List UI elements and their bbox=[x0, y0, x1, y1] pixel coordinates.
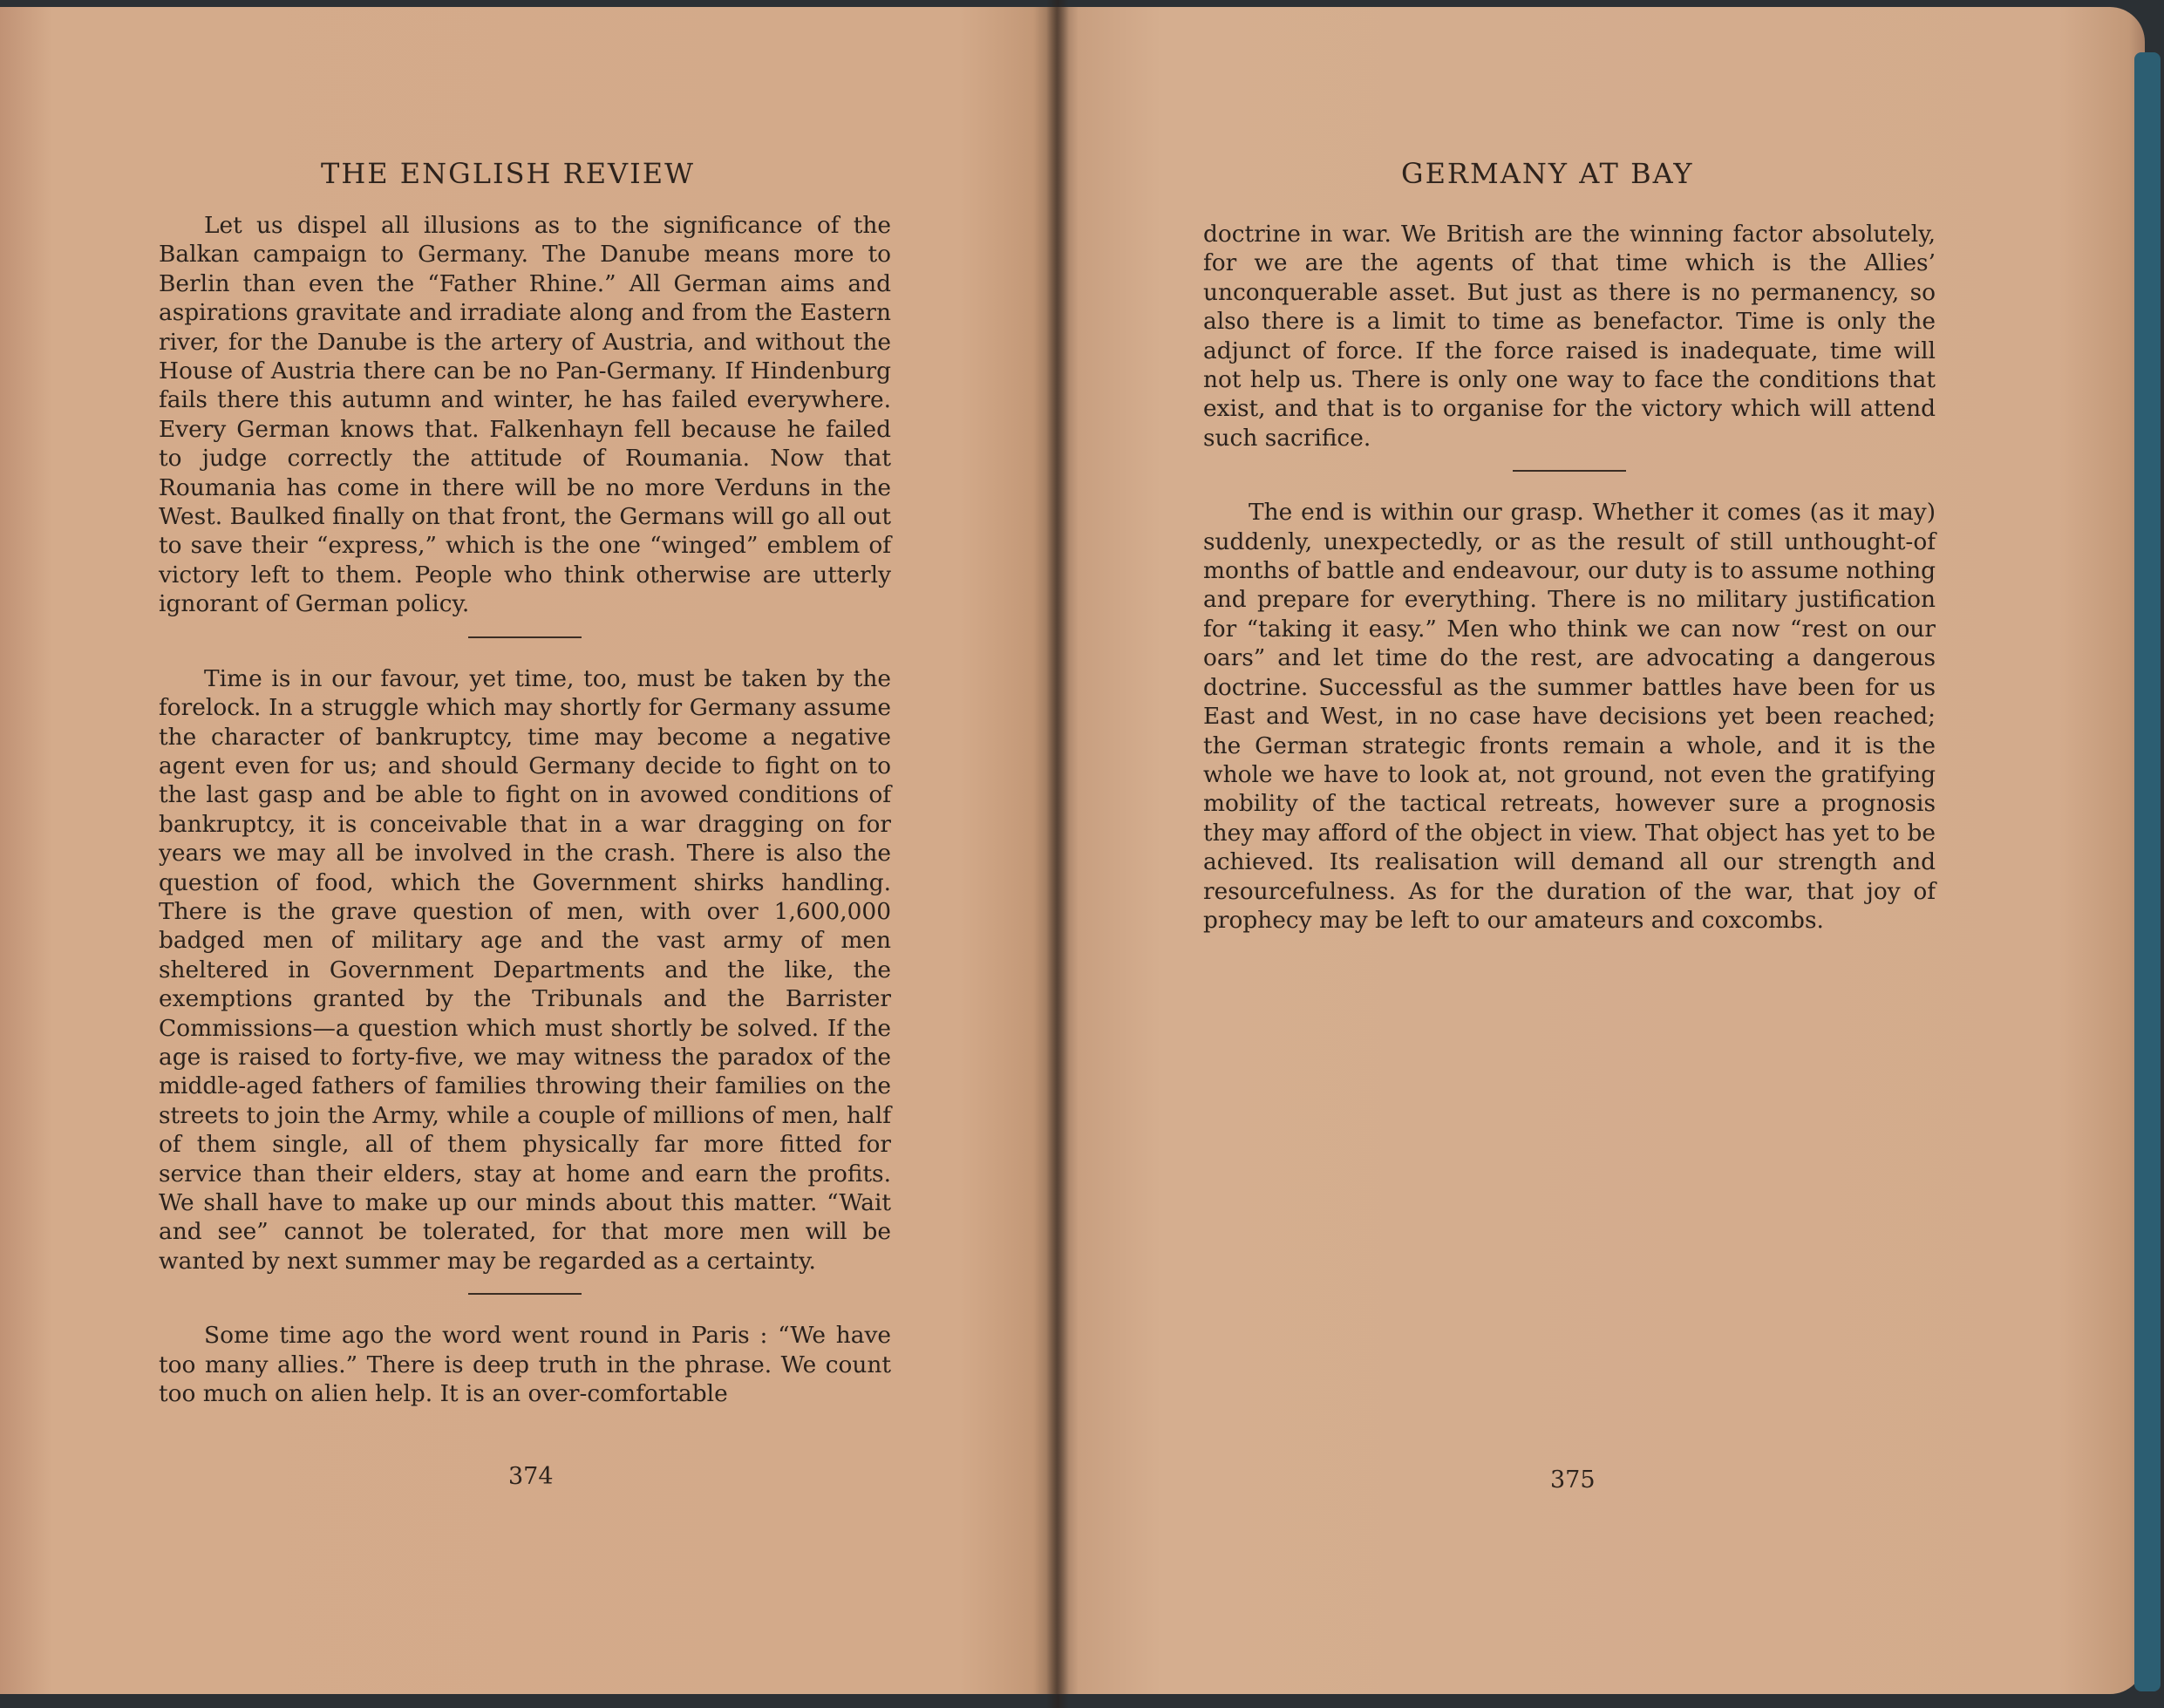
left-page bbox=[0, 7, 1057, 1694]
right-page bbox=[1057, 7, 2145, 1694]
left-paragraph-1: Let us dispel all illusions as to the significance of the Balkan campaign to Germany. The Danube means more to Berlin than even the “Father Rhine.” All German aims and aspirations gravitate and irradiate along and from the Eastern river, for the Danube is the artery of Austria, and without the House of Austria there can be no Pan-Germany. If Hindenburg fails there this autumn and winter, he has failed everywhere. Every German knows that. Falkenhayn fell because he failed to judge correctly the attitude of Roumania. Now that Roumania has come in there will be no more Verduns in the West. Baulked finally on that front, the Germans will go all out to save their “express,” which is the one “winged” emblem of victory left to them. People who think otherwise are utterly ignorant of German policy. bbox=[159, 212, 891, 618]
right-paragraph-1: doctrine in war. We British are the winning factor absolutely, for we are the agents of that time which is the Allies’ unconquerable asset. But just as there is no permanency, so also there is a limit to time as benefactor. Time is only the adjunct of force. If the force raised is inadequate, time will not help us. There is only one way to face the conditions that exist, and that is to organise for the victory which will attend such sacrifice. bbox=[1203, 221, 1936, 452]
left-paragraph-3: Some time ago the word went round in Paris : “We have too many allies.” There is deep truth in the phrase. We count too much on alien help. It is an over-comfortable bbox=[159, 1322, 891, 1408]
section-divider bbox=[468, 636, 582, 638]
right-running-head: GERMANY AT BAY bbox=[1401, 157, 1694, 190]
left-page-body bbox=[159, 211, 891, 1408]
left-running-head: THE ENGLISH REVIEW bbox=[321, 157, 696, 190]
cover-edge bbox=[2134, 52, 2161, 1691]
right-paragraph-2: The end is within our grasp. Whether it comes (as it may) suddenly, unexpectedly, or as the result of still unthought-of months of battle and endeavour, our duty is to assume nothing and prepare for everything. There is no military justification for “taking it easy.” Men who think we can now “rest on our oars” and let time do the rest, are advocating a dangerous doctrine. Successful as the summer battles have been for us East and West, in no case have decisions yet been reached; the German strategic fronts remain a whole, and it is the whole we have to look at, not ground, not even the gratifying mobility of the tactical retreats, however sure a prognosis they may afford of the object in view. That object has yet to be achieved. Its realisation will demand all our strength and resourcefulness. As for the duration of the war, that joy of prophecy may be left to our amateurs and coxcombs. bbox=[1203, 499, 1936, 934]
right-page-body bbox=[1203, 220, 1936, 935]
section-divider bbox=[1513, 470, 1626, 472]
book-spine-gutter bbox=[1046, 0, 1069, 1708]
left-page-number: 374 bbox=[508, 1463, 554, 1490]
section-divider bbox=[468, 1293, 582, 1295]
left-paragraph-2: Time is in our favour, yet time, too, must be taken by the forelock. In a struggle which may shortly for Germany assume the character of bankruptcy, time may become a negative agent even for us; and should Germany decide to fight on to the last gasp and be able to fight on in avowed conditions of bankruptcy, it is conceivable that in a war dragging on for years we may all be involved in the crash. There is also the question of food, which the Government shirks handling. There is the grave question of men, with over 1,600,000 badged men of military age and the vast army of men sheltered in Government Departments and the like, the exemptions granted by the Tribunals and the Barrister Commissions—a question which must shortly be solved. If the age is raised to forty-five, we may witness the paradox of the middle-aged fathers of families throwing their families on the streets to join the Army, while a couple of millions of men, half of them single, all of them physically far more fitted for service than their elders, stay at home and earn the profits. We shall have to make up our minds about this matter. “Wait and see” cannot be tolerated, for that more men will be wanted by next summer may be regarded as a certainty. bbox=[159, 664, 891, 1275]
right-page-number: 375 bbox=[1550, 1466, 1596, 1494]
